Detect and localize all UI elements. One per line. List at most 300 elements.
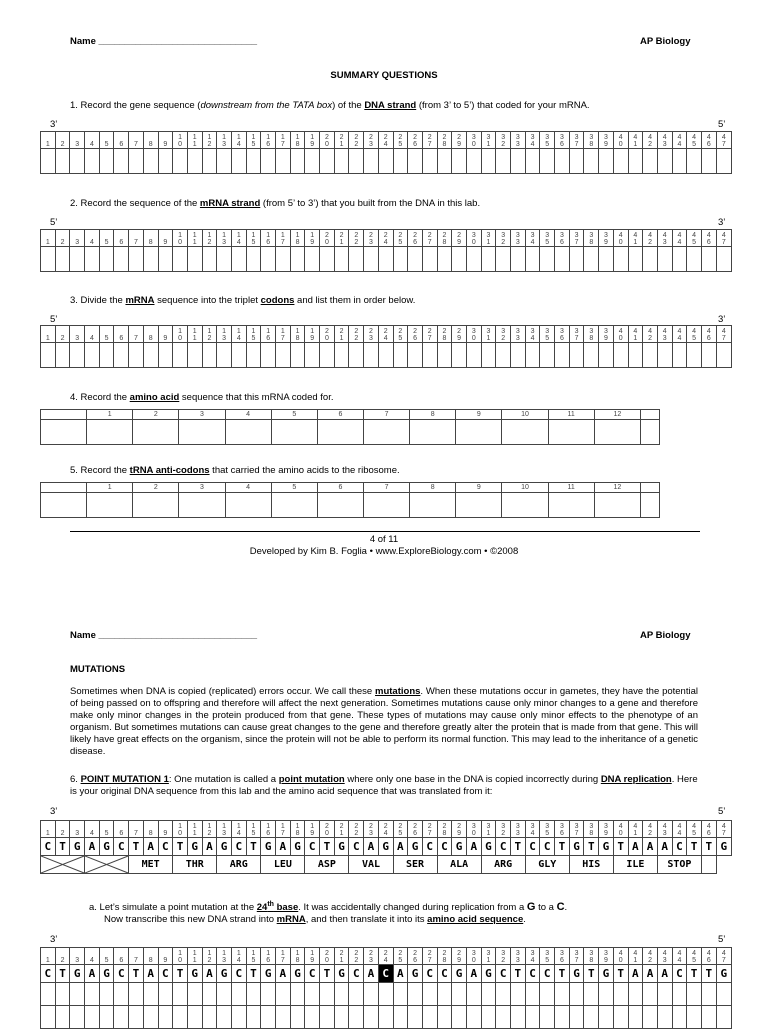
answer-cell[interactable] [657,247,672,272]
answer-cell[interactable] [584,247,599,272]
answer-cell[interactable] [99,983,114,1006]
answer-cell[interactable] [437,247,452,272]
base-cell: G [261,838,276,856]
position-number: 3 8 [584,230,599,247]
answer-cell[interactable] [173,1006,188,1029]
answer-cell[interactable] [584,149,599,174]
answer-cell[interactable] [672,1006,687,1029]
slot-number: 11 [548,410,594,420]
position-number: 1 9 [305,948,320,965]
answer-cell[interactable] [114,247,129,272]
answer-cell[interactable] [687,1006,702,1029]
answer-cell[interactable] [85,247,100,272]
position-number: 3 9 [599,132,614,149]
answer-cell[interactable] [555,149,570,174]
answer-cell[interactable] [452,1006,467,1029]
answer-cell[interactable] [202,343,217,368]
position-number: 3 4 [525,821,540,838]
answer-cell[interactable] [276,983,291,1006]
answer-cell[interactable] [393,343,408,368]
answer-cell[interactable] [466,983,481,1006]
answer-cell[interactable] [496,149,511,174]
answer-cell[interactable] [133,420,179,445]
answer-cell[interactable] [716,149,731,174]
answer-cell[interactable] [687,983,702,1006]
answer-cell[interactable] [569,983,584,1006]
answer-cell[interactable] [143,343,158,368]
answer-cell[interactable] [217,343,232,368]
answer-cell[interactable] [231,247,246,272]
answer-cell[interactable] [334,343,349,368]
answer-cell[interactable] [217,983,232,1006]
answer-cell[interactable] [55,1006,70,1029]
answer-cell[interactable] [364,247,379,272]
answer-cell[interactable] [158,983,173,1006]
position-number: 2 [55,326,70,343]
answer-cell[interactable] [202,149,217,174]
answer-cell[interactable] [569,247,584,272]
amino-acid-cell: THR [173,856,217,874]
answer-cell[interactable] [496,983,511,1006]
answer-cell[interactable] [179,420,225,445]
answer-cell[interactable] [687,149,702,174]
answer-cell[interactable] [481,983,496,1006]
position-number: 1 4 [231,948,246,965]
position-number: 3 0 [466,132,481,149]
answer-cell[interactable] [410,420,456,445]
position-number: 3 0 [466,821,481,838]
base-cell: G [290,965,305,983]
answer-cell[interactable] [129,343,144,368]
answer-cell[interactable] [217,247,232,272]
answer-cell[interactable] [496,343,511,368]
answer-cell[interactable] [378,983,393,1006]
answer-cell[interactable] [320,149,335,174]
answer-cell[interactable] [129,149,144,174]
answer-cell[interactable] [511,343,526,368]
answer-cell[interactable] [158,149,173,174]
answer-cell[interactable] [716,1006,731,1029]
answer-cell[interactable] [276,1006,291,1029]
position-number: 1 0 [173,821,188,838]
answer-cell[interactable] [246,149,261,174]
answer-cell[interactable] [643,343,658,368]
answer-cell[interactable] [525,149,540,174]
answer-cell[interactable] [143,1006,158,1029]
answer-cell[interactable] [613,343,628,368]
answer-cell[interactable] [613,983,628,1006]
answer-cell[interactable] [466,247,481,272]
answer-cell[interactable] [540,247,555,272]
answer-cell[interactable] [173,343,188,368]
answer-cell[interactable] [349,247,364,272]
position-number: 2 7 [422,230,437,247]
answer-cell[interactable] [540,149,555,174]
answer-cell[interactable] [701,983,716,1006]
answer-cell[interactable] [202,1006,217,1029]
answer-cell[interactable] [114,343,129,368]
answer-cell[interactable] [672,983,687,1006]
answer-cell[interactable] [271,420,317,445]
answer-cell[interactable] [320,343,335,368]
answer-cell[interactable] [187,149,202,174]
answer-cell[interactable] [502,493,548,518]
answer-cell[interactable] [466,1006,481,1029]
answer-cell[interactable] [555,343,570,368]
answer-cell[interactable] [569,1006,584,1029]
answer-cell[interactable] [99,1006,114,1029]
answer-cell[interactable] [422,1006,437,1029]
answer-cell[interactable] [158,343,173,368]
answer-cell[interactable] [456,493,502,518]
answer-cell[interactable] [393,983,408,1006]
answer-cell[interactable] [584,1006,599,1029]
answer-cell[interactable] [393,247,408,272]
answer-cell[interactable] [641,493,660,518]
answer-cell[interactable] [672,149,687,174]
base-cell: T [55,838,70,856]
answer-cell[interactable] [202,983,217,1006]
answer-cell[interactable] [364,1006,379,1029]
answer-cell[interactable] [261,343,276,368]
answer-cell[interactable] [133,493,179,518]
base-cell: T [584,838,599,856]
answer-cell[interactable] [261,149,276,174]
answer-cell[interactable] [599,247,614,272]
answer-cell[interactable] [55,983,70,1006]
answer-cell[interactable] [334,247,349,272]
answer-cell[interactable] [584,983,599,1006]
answer-cell[interactable] [628,983,643,1006]
answer-cell[interactable] [481,343,496,368]
answer-cell[interactable] [628,247,643,272]
answer-cell[interactable] [452,149,467,174]
answer-cell[interactable] [317,493,363,518]
answer-cell[interactable] [217,1006,232,1029]
answer-cell[interactable] [261,1006,276,1029]
answer-cell[interactable] [701,1006,716,1029]
answer-cell[interactable] [643,149,658,174]
answer-cell[interactable] [290,983,305,1006]
answer-cell[interactable] [364,983,379,1006]
answer-cell[interactable] [540,983,555,1006]
answer-cell[interactable] [548,493,594,518]
answer-cell[interactable] [437,149,452,174]
answer-cell[interactable] [261,983,276,1006]
answer-cell[interactable] [496,247,511,272]
answer-cell[interactable] [364,343,379,368]
answer-cell[interactable] [687,247,702,272]
base-cell: G [599,838,614,856]
answer-cell[interactable] [599,343,614,368]
original-dna-grid [40,820,732,874]
answer-cell[interactable] [687,343,702,368]
answer-cell[interactable] [525,983,540,1006]
answer-cell[interactable] [99,247,114,272]
position-number: 2 0 [320,132,335,149]
answer-cell[interactable] [290,1006,305,1029]
answer-cell[interactable] [320,1006,335,1029]
answer-cell[interactable] [129,247,144,272]
answer-cell[interactable] [437,343,452,368]
answer-cell[interactable] [173,983,188,1006]
answer-cell[interactable] [378,149,393,174]
answer-cell[interactable] [525,343,540,368]
answer-cell[interactable] [378,247,393,272]
position-number: 2 0 [320,326,335,343]
answer-cell[interactable] [143,149,158,174]
answer-cell[interactable] [305,983,320,1006]
answer-cell[interactable] [511,983,526,1006]
answer-cell[interactable] [231,1006,246,1029]
answer-cell[interactable] [41,493,87,518]
answer-cell[interactable] [349,343,364,368]
answer-cell[interactable] [187,247,202,272]
answer-cell[interactable] [143,247,158,272]
strand-end-left: 5’ [50,314,58,325]
answer-cell[interactable] [334,149,349,174]
answer-cell[interactable] [363,420,409,445]
answer-cell[interactable] [643,1006,658,1029]
position-number: 9 [158,326,173,343]
answer-cell[interactable] [701,343,716,368]
answer-cell[interactable] [481,149,496,174]
answer-cell[interactable] [363,493,409,518]
answer-cell[interactable] [187,1006,202,1029]
answer-cell[interactable] [511,149,526,174]
answer-cell[interactable] [114,149,129,174]
answer-cell[interactable] [511,1006,526,1029]
answer-cell[interactable] [584,343,599,368]
answer-cell[interactable] [70,1006,85,1029]
answer-cell[interactable] [672,343,687,368]
base-cell: C [496,965,511,983]
answer-cell[interactable] [158,1006,173,1029]
answer-cell[interactable] [320,247,335,272]
answer-cell[interactable] [452,343,467,368]
answer-cell[interactable] [599,983,614,1006]
answer-cell[interactable] [114,983,129,1006]
answer-cell[interactable] [613,247,628,272]
answer-cell[interactable] [643,983,658,1006]
answer-cell[interactable] [231,983,246,1006]
position-number: 3 5 [540,948,555,965]
answer-cell[interactable] [349,149,364,174]
answer-cell[interactable] [143,983,158,1006]
answer-cell[interactable] [158,247,173,272]
answer-cell[interactable] [276,343,291,368]
answer-cell[interactable] [716,983,731,1006]
answer-cell[interactable] [599,149,614,174]
answer-cell[interactable] [422,247,437,272]
answer-cell[interactable] [55,247,70,272]
answer-cell[interactable] [466,343,481,368]
answer-cell[interactable] [70,983,85,1006]
answer-cell[interactable] [246,343,261,368]
answer-cell[interactable] [41,149,56,174]
answer-cell[interactable] [70,247,85,272]
answer-cell[interactable] [452,983,467,1006]
answer-cell[interactable] [643,247,658,272]
amino-acid-cell: ARG [217,856,261,874]
answer-cell[interactable] [569,149,584,174]
answer-cell[interactable] [179,493,225,518]
answer-cell[interactable] [594,493,640,518]
answer-cell[interactable] [378,343,393,368]
answer-cell[interactable] [525,247,540,272]
answer-cell[interactable] [628,343,643,368]
answer-cell[interactable] [349,983,364,1006]
answer-cell[interactable] [129,983,144,1006]
answer-cell[interactable] [290,247,305,272]
answer-cell[interactable] [408,247,423,272]
answer-cell[interactable] [410,493,456,518]
answer-cell[interactable] [334,1006,349,1029]
base-cell: T [701,965,716,983]
answer-cell[interactable] [55,149,70,174]
answer-cell[interactable] [701,247,716,272]
answer-cell[interactable] [305,149,320,174]
answer-cell[interactable] [548,420,594,445]
answer-cell[interactable] [99,149,114,174]
answer-cell[interactable] [225,493,271,518]
answer-cell[interactable] [408,149,423,174]
answer-cell[interactable] [187,343,202,368]
answer-cell[interactable] [466,149,481,174]
position-number: 4 6 [701,132,716,149]
answer-cell[interactable] [70,343,85,368]
answer-cell[interactable] [657,149,672,174]
answer-cell[interactable] [217,149,232,174]
answer-cell[interactable] [305,343,320,368]
answer-cell[interactable] [231,149,246,174]
answer-cell[interactable] [422,149,437,174]
answer-cell[interactable] [41,343,56,368]
answer-cell[interactable] [225,420,271,445]
answer-cell[interactable] [613,1006,628,1029]
answer-cell[interactable] [672,247,687,272]
answer-cell[interactable] [716,343,731,368]
position-number: 3 1 [481,948,496,965]
answer-cell[interactable] [555,1006,570,1029]
answer-cell[interactable] [456,420,502,445]
answer-cell[interactable] [173,149,188,174]
answer-cell[interactable] [317,420,363,445]
answer-cell[interactable] [276,149,291,174]
answer-cell[interactable] [70,149,85,174]
position-number: 2 4 [378,821,393,838]
answer-cell[interactable] [628,149,643,174]
answer-cell[interactable] [569,343,584,368]
position-number: 3 5 [540,326,555,343]
answer-cell[interactable] [628,1006,643,1029]
answer-cell[interactable] [87,420,133,445]
answer-cell[interactable] [349,1006,364,1029]
answer-cell[interactable] [85,983,100,1006]
answer-cell[interactable] [641,420,660,445]
answer-cell[interactable] [41,420,87,445]
answer-cell[interactable] [378,1006,393,1029]
answer-cell[interactable] [393,149,408,174]
answer-cell[interactable] [657,343,672,368]
answer-cell[interactable] [85,343,100,368]
answer-cell[interactable] [187,983,202,1006]
answer-cell[interactable] [173,247,188,272]
position-number: 4 2 [643,326,658,343]
answer-cell[interactable] [276,247,291,272]
answer-cell[interactable] [716,247,731,272]
answer-cell[interactable] [657,1006,672,1029]
answer-cell[interactable] [55,343,70,368]
answer-cell[interactable] [114,1006,129,1029]
answer-cell[interactable] [364,149,379,174]
answer-cell[interactable] [261,247,276,272]
answer-cell[interactable] [613,149,628,174]
answer-cell[interactable] [231,343,246,368]
answer-cell[interactable] [41,983,56,1006]
answer-cell[interactable] [408,343,423,368]
answer-cell[interactable] [481,247,496,272]
answer-cell[interactable] [452,247,467,272]
answer-cell[interactable] [129,1006,144,1029]
answer-cell[interactable] [555,983,570,1006]
answer-cell[interactable] [320,983,335,1006]
answer-cell[interactable] [393,1006,408,1029]
answer-cell[interactable] [290,149,305,174]
answer-cell[interactable] [408,1006,423,1029]
answer-cell[interactable] [422,983,437,1006]
base-cell: G [217,965,232,983]
answer-cell[interactable] [41,247,56,272]
answer-cell[interactable] [422,343,437,368]
answer-cell[interactable] [99,343,114,368]
answer-cell[interactable] [496,1006,511,1029]
position-number: 2 0 [320,230,335,247]
answer-cell[interactable] [305,247,320,272]
answer-cell[interactable] [555,247,570,272]
answer-cell[interactable] [85,1006,100,1029]
answer-cell[interactable] [41,1006,56,1029]
answer-cell[interactable] [525,1006,540,1029]
answer-cell[interactable] [511,247,526,272]
answer-cell[interactable] [540,1006,555,1029]
position-number: 4 2 [643,821,658,838]
answer-cell[interactable] [657,983,672,1006]
answer-cell[interactable] [271,493,317,518]
answer-cell[interactable] [246,983,261,1006]
answer-cell[interactable] [290,343,305,368]
answer-cell[interactable] [202,247,217,272]
answer-cell[interactable] [540,343,555,368]
strand-end-left: 5’ [50,217,58,228]
position-number: 4 7 [716,326,731,343]
answer-cell[interactable] [481,1006,496,1029]
answer-cell[interactable] [246,247,261,272]
answer-cell[interactable] [599,1006,614,1029]
answer-cell[interactable] [85,149,100,174]
answer-cell[interactable] [305,1006,320,1029]
answer-cell[interactable] [437,1006,452,1029]
answer-cell[interactable] [334,983,349,1006]
answer-cell[interactable] [246,1006,261,1029]
answer-cell[interactable] [502,420,548,445]
answer-cell[interactable] [408,983,423,1006]
answer-cell[interactable] [701,149,716,174]
answer-cell[interactable] [87,493,133,518]
answer-cell[interactable] [594,420,640,445]
answer-cell[interactable] [437,983,452,1006]
slot-number: 9 [456,410,502,420]
